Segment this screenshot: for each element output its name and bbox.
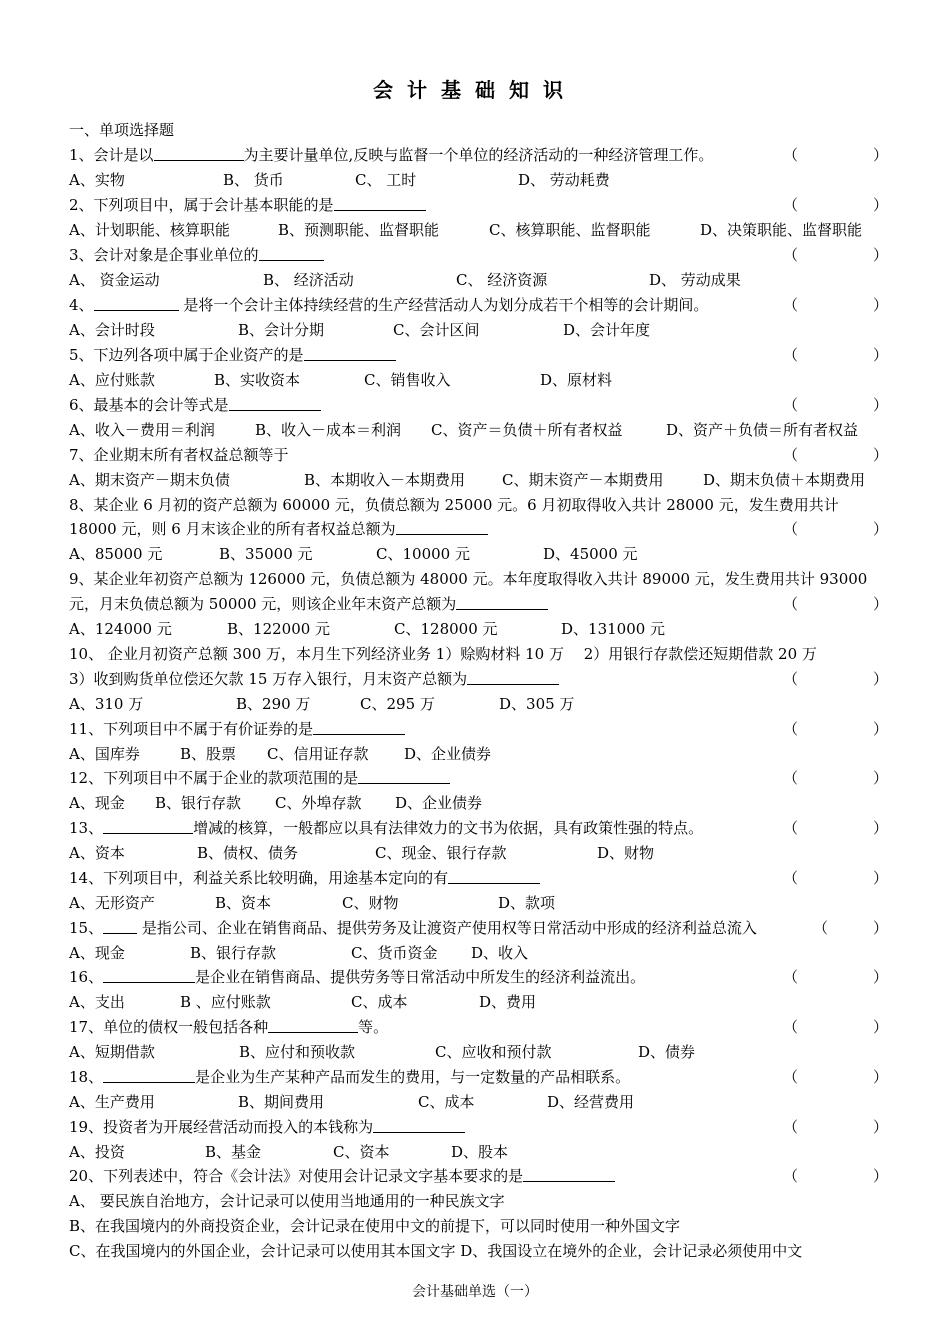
question-20 <box>69 1164 889 1188</box>
question-stem: 4、 <box>69 296 94 314</box>
answer-paren-close: ） <box>873 1068 889 1086</box>
option-a: A、310 万 <box>69 695 144 713</box>
option-b: B、实收资本 <box>214 371 301 389</box>
option-c: C、外埠存款 <box>275 794 362 812</box>
option-c: C、应收和预付款 <box>435 1043 552 1061</box>
question-4 <box>69 293 889 317</box>
question-9-line-1: 9、某企业年初资产总额为 126000 元，负债总额为 48000 元。本年度取得收入共计 89000 元，发生费用共计 93000 <box>69 570 868 588</box>
answer-paren-open: （ <box>783 396 799 414</box>
option-b: B、银行存款 <box>155 794 242 812</box>
answer-paren-close: ） <box>873 720 889 738</box>
question-stem: 7、企业期末所有者权益总额等于 <box>69 446 289 464</box>
answer-paren-close: ） <box>873 1118 889 1136</box>
option-a: A、 资金运动 <box>69 271 160 289</box>
answer-paren-close: ） <box>873 196 889 214</box>
answer-paren-close: ） <box>873 919 889 937</box>
question-stem: 3）收到购货单位偿还欠款 15 万存入银行，月末资产总额为 <box>69 670 468 688</box>
option-d: D、财物 <box>597 844 655 862</box>
option-d: D、收入 <box>471 944 529 962</box>
question-10-options <box>69 692 883 716</box>
question-14 <box>69 866 889 890</box>
answer-blank <box>103 918 137 934</box>
option-d: D、原材料 <box>540 371 613 389</box>
option-b: B 、应付账款 <box>180 993 271 1011</box>
answer-paren-close: ） <box>873 819 889 837</box>
question-16 <box>69 965 889 989</box>
question-16-options <box>69 990 883 1014</box>
question-stem-tail: 增减的核算，一般都应以具有法律效力的文书为依据，具有政策性强的特点。 <box>193 819 704 837</box>
option-c: C、 工时 <box>355 171 417 189</box>
question-stem-tail: 是将一个会计主体持续经营的生产经营活动人为划分成若干个相等的会计期间。 <box>178 296 709 314</box>
answer-paren-open: （ <box>783 520 799 538</box>
answer-paren-close: ） <box>873 968 889 986</box>
answer-blank <box>103 1067 195 1083</box>
question-stem: 13、 <box>69 819 104 837</box>
answer-blank <box>103 967 195 983</box>
option-d: D、款项 <box>498 894 556 912</box>
answer-paren-open: （ <box>783 670 799 688</box>
answer-paren-open: （ <box>783 1068 799 1086</box>
option-a: A、85000 元 <box>69 545 163 563</box>
question-stem: 16、 <box>69 968 104 986</box>
answer-paren-open: （ <box>783 869 799 887</box>
answer-blank <box>334 195 426 211</box>
question-5-options <box>69 368 883 392</box>
option-c: C、期末资产－本期费用 <box>502 471 664 489</box>
answer-blank <box>523 1166 615 1182</box>
answer-blank <box>448 868 540 884</box>
question-14-options <box>69 891 883 915</box>
question-8 <box>69 517 889 541</box>
question-12 <box>69 766 889 790</box>
option-c: C、资产＝负债＋所有者权益 <box>431 421 623 439</box>
answer-paren-open: （ <box>783 446 799 464</box>
option-d: D、期末负债＋本期费用 <box>703 471 866 489</box>
question-17 <box>69 1015 889 1039</box>
option-a: A、生产费用 <box>69 1093 155 1111</box>
answer-blank <box>103 818 193 834</box>
question-stem: 3、会计对象是企事业单位的 <box>69 246 259 264</box>
answer-paren-open: （ <box>783 1018 799 1036</box>
option-c: C、成本 <box>351 993 408 1011</box>
answer-blank <box>373 1117 465 1133</box>
page-footer: 会计基础单选（一） <box>412 1284 538 1300</box>
option-b: B、期间费用 <box>238 1093 325 1111</box>
question-stem: 6、最基本的会计等式是 <box>69 396 229 414</box>
answer-paren-open: （ <box>813 919 829 937</box>
question-8-options <box>69 542 883 566</box>
question-7-options <box>69 468 883 492</box>
option-a: A、现金 <box>69 944 125 962</box>
question-13-options <box>69 841 883 865</box>
answer-blank <box>304 345 396 361</box>
answer-blank <box>259 245 324 261</box>
option-a: A、支出 <box>69 993 125 1011</box>
option-a: A、现金 <box>69 794 125 812</box>
option-a: A、计划职能、核算职能 <box>69 221 230 239</box>
question-10-line-1: 10、 企业月初资产总额 300 万，本月生下列经济业务 1）赊购材料 10 万 2）用银行存款偿还短期借款 20 万 <box>69 645 817 663</box>
question-2 <box>69 193 889 217</box>
question-stem: 5、下边列各项中属于企业资产的是 <box>69 346 304 364</box>
option-d: D、经营费用 <box>547 1093 635 1111</box>
option-b: B、预测职能、监督职能 <box>278 221 440 239</box>
option-b: B、35000 元 <box>219 545 313 563</box>
answer-paren-close: ） <box>873 595 889 613</box>
question-11 <box>69 717 889 741</box>
option-b: B、会计分期 <box>238 321 325 339</box>
answer-paren-close: ） <box>873 296 889 314</box>
option-b: B、应付和预收款 <box>239 1043 356 1061</box>
option-b: B、122000 元 <box>227 620 331 638</box>
question-6 <box>69 393 889 417</box>
question-stem: 14、下列项目中，利益关系比较明确，用途基本定向的有 <box>69 869 449 887</box>
question-18 <box>69 1065 889 1089</box>
question-15-options <box>69 941 883 965</box>
answer-blank <box>229 395 321 411</box>
question-3 <box>69 243 889 267</box>
option-b: B、290 万 <box>236 695 311 713</box>
option-c: C、信用证存款 <box>267 745 369 763</box>
answer-paren-close: ） <box>873 1167 889 1185</box>
question-5 <box>69 343 889 367</box>
option-d: D、 劳动耗费 <box>518 171 610 189</box>
answer-paren-close: ） <box>873 1018 889 1036</box>
option-b: B、 货币 <box>223 171 284 189</box>
question-stem: 12、下列项目中不属于企业的款项范围的是 <box>69 769 359 787</box>
question-stem-tail: 是企业在销售商品、提供劳务等日常活动中所发生的经济利益流出。 <box>195 968 646 986</box>
question-stem: 17、单位的债权一般包括各种 <box>69 1018 269 1036</box>
question-8-line-1: 8、某企业 6 月初的资产总额为 60000 元，负债总额为 25000 元。6 月初取得收入共计 28000 元，发生费用共计 <box>69 496 839 514</box>
section-heading: 一、单项选择题 <box>69 121 175 139</box>
question-stem: 18、 <box>69 1068 104 1086</box>
question-stem: 1、会计是以 <box>69 146 154 164</box>
question-stem: 19、投资者为开展经营活动而投入的本钱称为 <box>69 1118 374 1136</box>
question-stem-tail: 是指公司、企业在销售商品、提供劳务及让渡资产使用权等日常活动中形成的经济利益总流入 <box>137 919 757 937</box>
question-20-option-c-d: C、在我国境内的外国企业，会计记录可以使用其本国文字 D、我国设立在境外的企业，会计记录必须使用中文 <box>69 1242 803 1260</box>
question-20-option-a: A、 要民族自治地方，会计记录可以使用当地通用的一种民族文字 <box>69 1192 505 1210</box>
option-d: D、会计年度 <box>563 321 651 339</box>
question-1-options <box>69 168 883 192</box>
question-12-options <box>69 791 883 815</box>
option-c: C、现金、银行存款 <box>375 844 507 862</box>
question-1 <box>69 143 889 167</box>
option-d: D、305 万 <box>499 695 575 713</box>
option-d: D、股本 <box>451 1143 509 1161</box>
option-a: A、投资 <box>69 1143 125 1161</box>
question-stem-tail: 为主要计量单位,反映与监督一个单位的经济活动的一种经济管理工作。 <box>243 146 714 164</box>
question-stem: 18000 元，则 6 月末该企业的所有者权益总额为 <box>69 520 396 538</box>
option-c: C、10000 元 <box>376 545 470 563</box>
answer-paren-close: ） <box>873 396 889 414</box>
option-d: D、131000 元 <box>561 620 666 638</box>
document-title: 会计基础知识 <box>373 78 577 102</box>
answer-paren-open: （ <box>783 769 799 787</box>
option-c: C、资本 <box>333 1143 390 1161</box>
option-b: B、债权、债务 <box>197 844 299 862</box>
option-b: B、资本 <box>215 894 272 912</box>
option-c: C、销售收入 <box>364 371 451 389</box>
answer-blank <box>154 145 244 161</box>
option-a: A、无形资产 <box>69 894 155 912</box>
option-a: A、期末资产－期末负债 <box>69 471 230 489</box>
question-stem: 元，月末负债总额为 50000 元，则该企业年末资产总额为 <box>69 595 457 613</box>
answer-blank <box>456 594 548 610</box>
answer-paren-open: （ <box>783 1118 799 1136</box>
answer-paren-close: ） <box>873 146 889 164</box>
option-b: B、 经济活动 <box>263 271 354 289</box>
answer-paren-close: ） <box>873 246 889 264</box>
question-3-options <box>69 268 883 292</box>
answer-paren-close: ） <box>873 670 889 688</box>
question-9 <box>69 592 889 616</box>
option-a: A、资本 <box>69 844 125 862</box>
question-2-options <box>69 218 883 242</box>
answer-paren-open: （ <box>783 819 799 837</box>
answer-blank <box>396 519 488 535</box>
option-d: D、资产＋负债＝所有者权益 <box>666 421 859 439</box>
option-d: D、 劳动成果 <box>649 271 741 289</box>
question-stem: 15、 <box>69 919 104 937</box>
answer-paren-close: ） <box>873 520 889 538</box>
answer-paren-open: （ <box>783 296 799 314</box>
question-19 <box>69 1115 889 1139</box>
question-15 <box>69 916 889 940</box>
option-b: B、本期收入－本期费用 <box>304 471 466 489</box>
question-4-options <box>69 318 883 342</box>
answer-paren-open: （ <box>783 968 799 986</box>
question-10 <box>69 667 889 691</box>
option-a: A、应付账款 <box>69 371 155 389</box>
answer-blank <box>94 295 179 311</box>
question-9-options <box>69 617 883 641</box>
question-17-options <box>69 1040 883 1064</box>
answer-paren-close: ） <box>873 346 889 364</box>
question-11-options <box>69 742 883 766</box>
question-stem: 20、下列表述中，符合《会计法》对使用会计记录文字基本要求的是 <box>69 1167 524 1185</box>
question-13 <box>69 816 889 840</box>
answer-blank <box>268 1017 358 1033</box>
answer-blank <box>358 768 450 784</box>
answer-paren-open: （ <box>783 1167 799 1185</box>
option-c: C、核算职能、监督职能 <box>489 221 651 239</box>
option-a: A、收入－费用＝利润 <box>69 421 215 439</box>
option-d: D、债券 <box>638 1043 696 1061</box>
option-c: C、 经济资源 <box>456 271 548 289</box>
answer-paren-close: ） <box>873 446 889 464</box>
question-20-option-b: B、在我国境内的外商投资企业，会计记录在使用中文的前提下，可以同时使用一种外国文字 <box>69 1217 681 1235</box>
question-stem-tail: 等。 <box>358 1018 389 1036</box>
answer-paren-open: （ <box>783 595 799 613</box>
option-c: C、财物 <box>342 894 399 912</box>
question-stem: 2、下列项目中，属于会计基本职能的是 <box>69 196 334 214</box>
option-c: C、128000 元 <box>394 620 498 638</box>
question-6-options <box>69 418 883 442</box>
option-a: A、会计时段 <box>69 321 155 339</box>
option-a: A、短期借款 <box>69 1043 155 1061</box>
option-c: C、成本 <box>418 1093 475 1111</box>
answer-paren-open: （ <box>783 246 799 264</box>
option-d: D、企业债券 <box>404 745 492 763</box>
answer-blank <box>467 669 559 685</box>
question-stem-tail: 是企业为生产某种产品而发生的费用，与一定数量的产品相联系。 <box>195 1068 631 1086</box>
option-c: C、会计区间 <box>393 321 480 339</box>
question-18-options <box>69 1090 883 1114</box>
option-d: D、45000 元 <box>543 545 638 563</box>
answer-paren-close: ） <box>873 869 889 887</box>
answer-paren-open: （ <box>783 720 799 738</box>
answer-paren-open: （ <box>783 196 799 214</box>
answer-paren-open: （ <box>783 346 799 364</box>
option-b: B、收入－成本＝利润 <box>255 421 402 439</box>
option-d: D、决策职能、监督职能 <box>700 221 863 239</box>
option-c: C、货币资金 <box>351 944 438 962</box>
answer-blank <box>313 719 405 735</box>
option-a: A、国库券 <box>69 745 140 763</box>
option-d: D、费用 <box>479 993 537 1011</box>
option-a: A、实物 <box>69 171 125 189</box>
answer-paren-open: （ <box>783 146 799 164</box>
option-d: D、企业债券 <box>395 794 483 812</box>
question-stem: 11、下列项目中不属于有价证券的是 <box>69 720 314 738</box>
answer-paren-close: ） <box>873 769 889 787</box>
option-a: A、124000 元 <box>69 620 172 638</box>
option-b: B、银行存款 <box>190 944 277 962</box>
option-c: C、295 万 <box>360 695 435 713</box>
question-7 <box>69 443 889 467</box>
option-b: B、股票 <box>180 745 237 763</box>
option-b: B、基金 <box>205 1143 262 1161</box>
question-19-options <box>69 1140 883 1164</box>
